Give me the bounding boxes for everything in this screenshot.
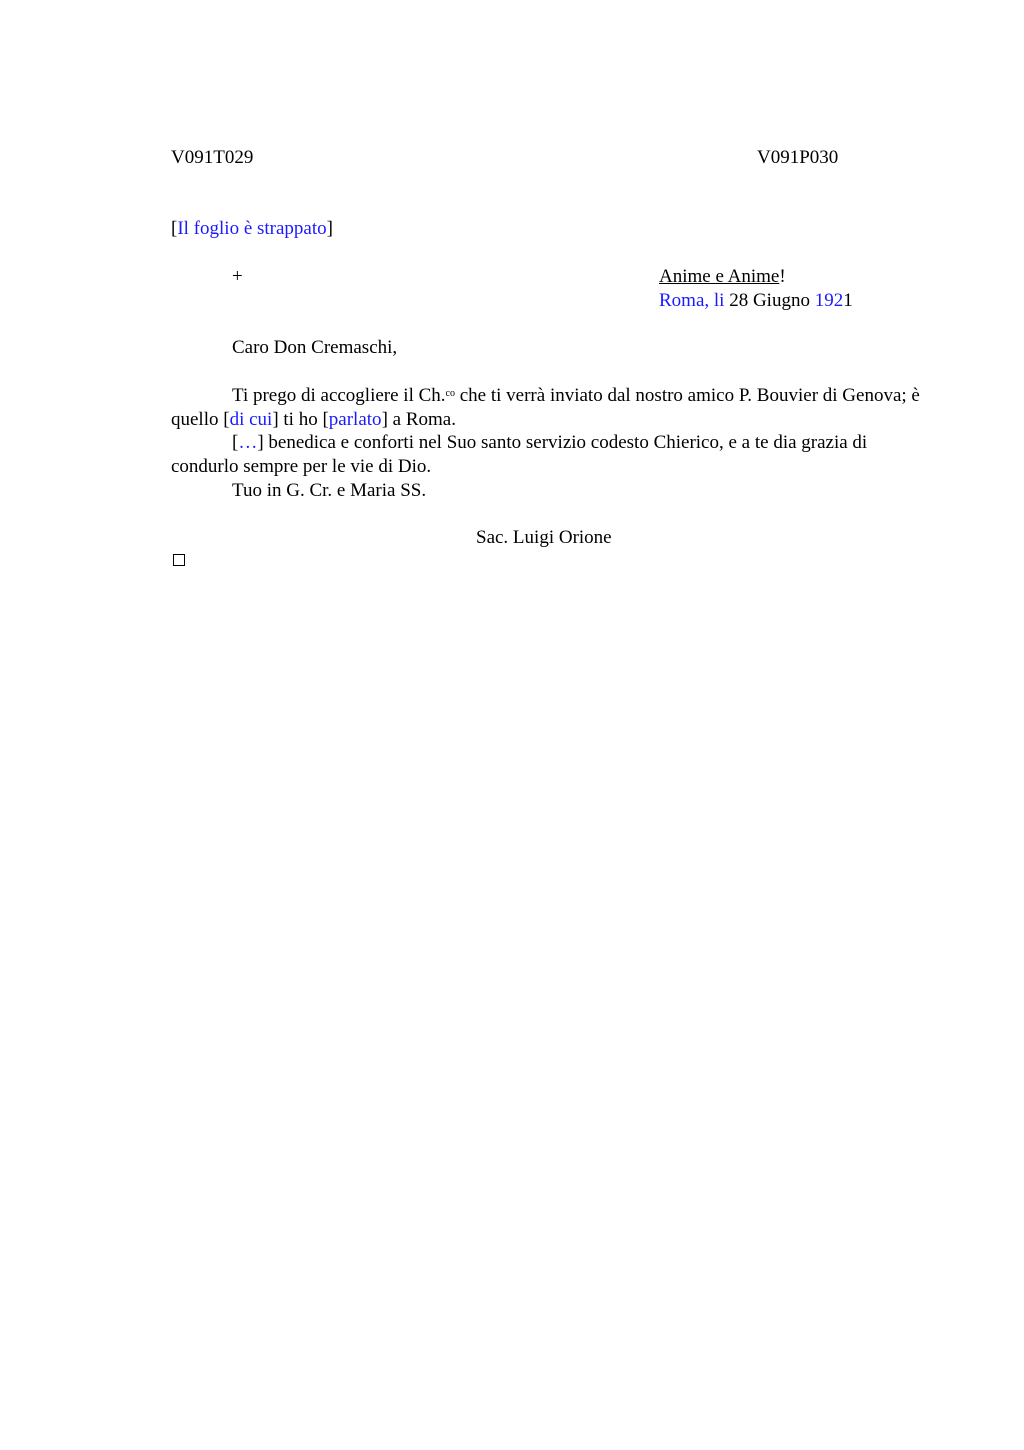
p1-part2: che ti verrà inviato dal nostro amico P. Bouvier di Genova; è quello [: [171, 385, 920, 430]
p1-part1: Ti prego di accogliere il Ch.: [232, 385, 446, 406]
checkbox-icon: [173, 554, 185, 566]
body-paragraph-1: [171, 384, 931, 432]
document-code-right: V091P030: [757, 147, 839, 168]
signature: Sac. Luigi Orione: [476, 527, 612, 548]
motto: [659, 265, 786, 289]
p1-superscript: co: [445, 388, 455, 399]
document-code-left: V091T029: [171, 147, 254, 168]
motto-underlined: Anime e Anime: [659, 266, 780, 287]
closing-line: Tuo in G. Cr. e Maria SS.: [232, 480, 427, 501]
p2-open-bracket: [: [232, 432, 239, 453]
p1-insert-1: di cui: [229, 409, 273, 430]
note-text: Il foglio è strappato: [177, 218, 327, 239]
salutation: Caro Don Cremaschi,: [232, 337, 398, 358]
p1-part4: ] a Roma.: [381, 409, 456, 430]
dateline: [659, 289, 853, 313]
p2-rest: ] benedica e conforti nel Suo santo servizio codesto Chierico, e a te dia grazia di condurlo sempre per le vie di Dio.: [171, 432, 868, 477]
cross-symbol: +: [232, 266, 243, 287]
body-paragraph-2: [171, 431, 931, 479]
editorial-note: [171, 217, 333, 241]
note-open-bracket: [: [171, 218, 178, 239]
motto-suffix: !: [779, 266, 786, 287]
note-close-bracket: ]: [326, 218, 333, 239]
date-year-last: 1: [843, 290, 853, 311]
p2-ellipsis: …: [238, 432, 258, 453]
date-year-partial: 192: [814, 290, 844, 311]
date-place: Roma, li: [659, 290, 725, 311]
p1-part3: ] ti ho [: [272, 409, 329, 430]
date-day-month: 28 Giugno: [724, 290, 815, 311]
p1-insert-2: parlato: [328, 409, 382, 430]
